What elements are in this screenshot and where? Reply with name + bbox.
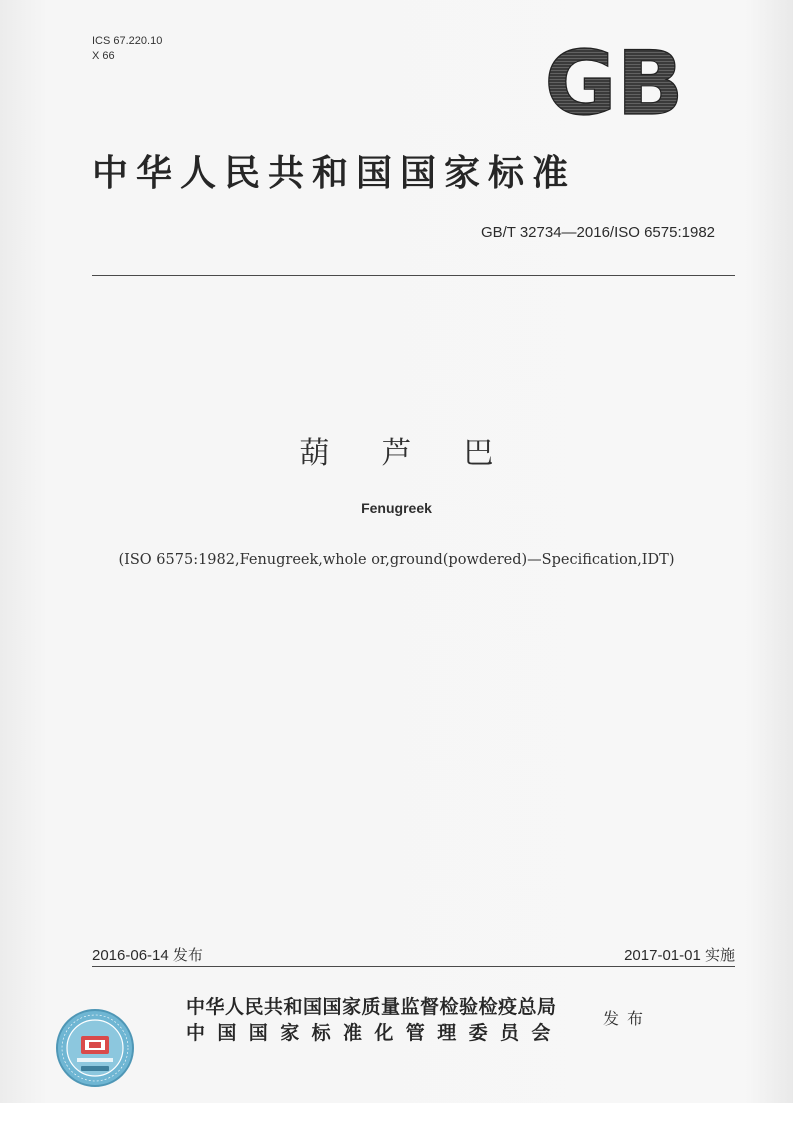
gb-logo-icon	[536, 40, 692, 122]
category-code: X 66	[92, 50, 115, 62]
header-divider	[92, 275, 735, 276]
document-title-cn: 葫芦巴	[299, 436, 546, 471]
ics-code: ICS 67.220.10	[92, 35, 163, 47]
issuing-authorities	[186, 994, 563, 1046]
publish-label: 发布	[603, 1009, 652, 1028]
national-standard-title: 中华人民共和国国家标准	[92, 153, 577, 194]
classification-codes	[92, 34, 162, 64]
issuer-sac: 中国国家标准化管理委员会	[186, 1022, 563, 1044]
footer-divider	[92, 966, 735, 967]
page-bottom-margin	[0, 1103, 793, 1122]
document-title-en: Fenugreek	[361, 500, 432, 516]
issuer-aqsiq: 中华人民共和国国家质量监督检验检疫总局	[186, 996, 557, 1018]
standard-code: GB/T 32734—2016/ISO 6575:1982	[480, 224, 715, 241]
issue-date: 2016-06-14 发布	[92, 947, 203, 964]
svg-text:GB: GB	[544, 40, 684, 122]
document-subtitle: (ISO 6575:1982,Fenugreek,whole or,ground(powdered)—Specification,IDT)	[118, 552, 675, 568]
implementation-date: 2017-01-01 实施	[624, 947, 735, 964]
certification-seal-icon	[55, 1008, 135, 1088]
